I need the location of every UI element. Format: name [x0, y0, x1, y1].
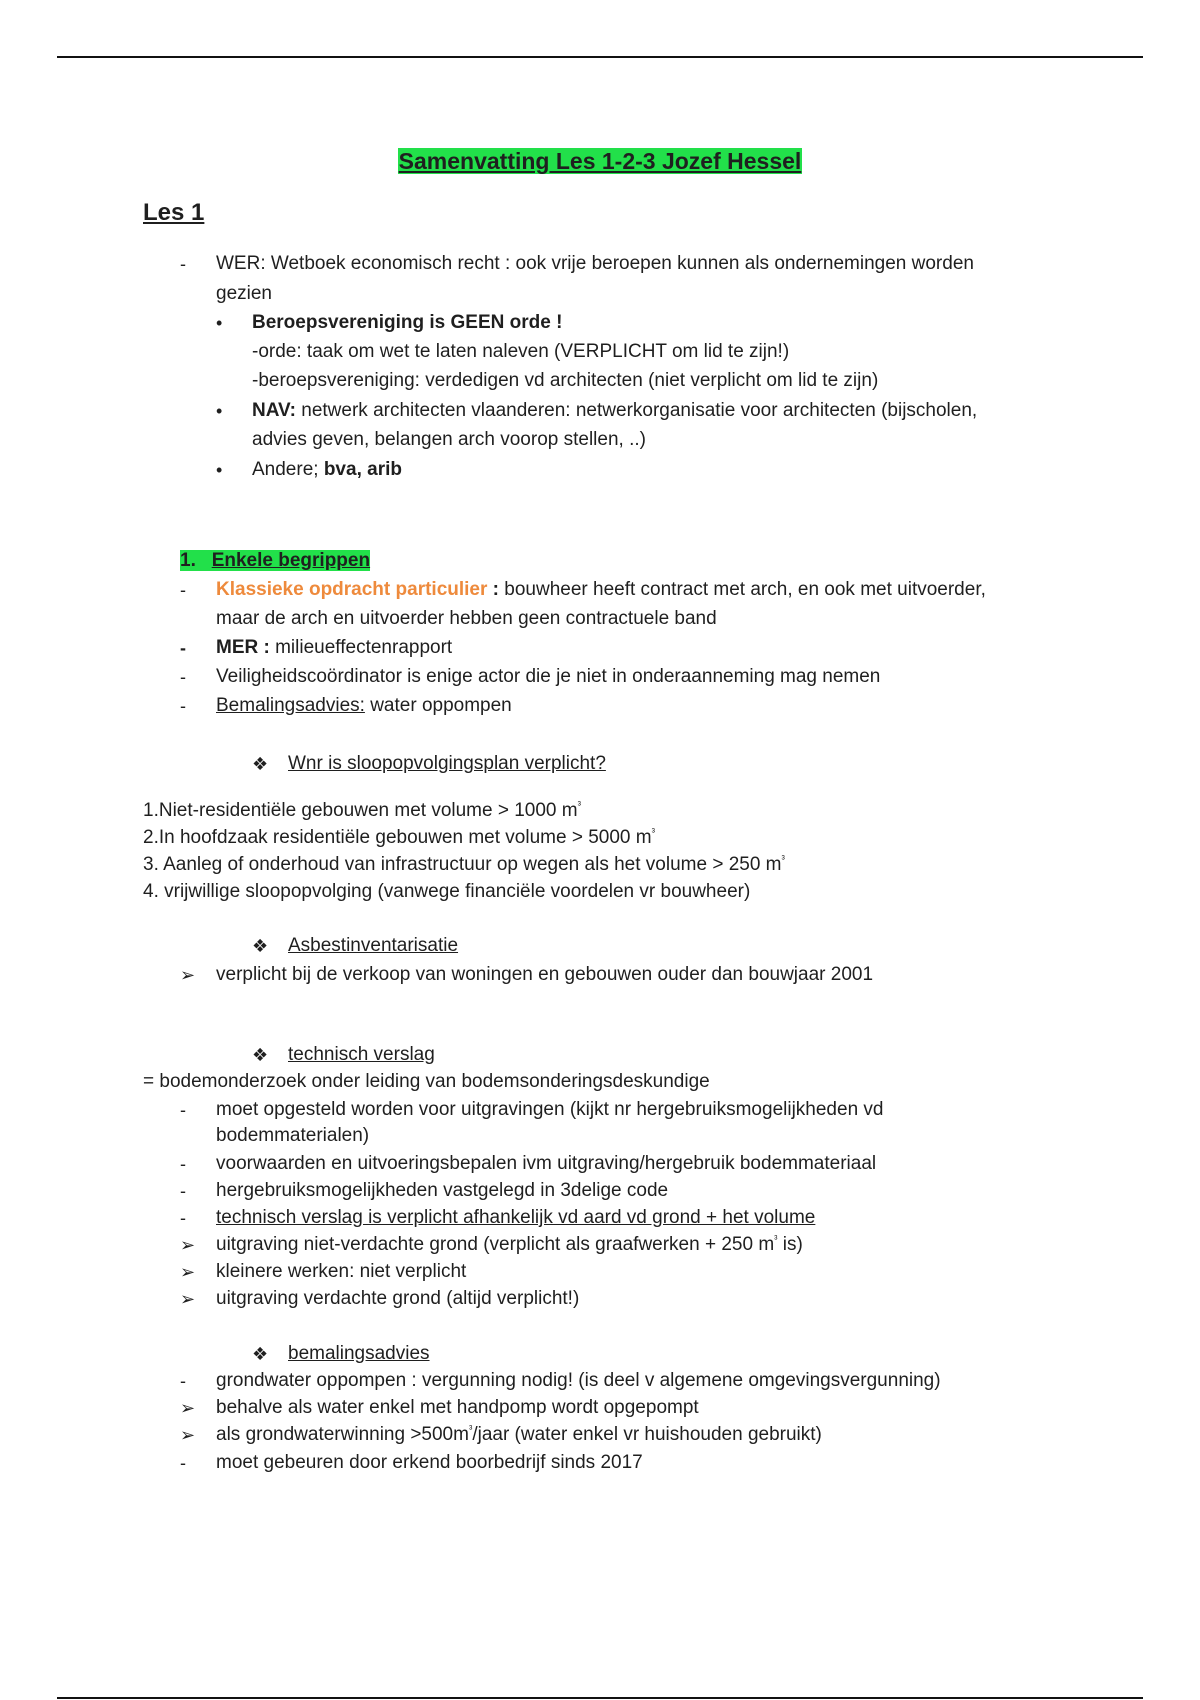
nav-line-2: advies geven, belangen arch voorop stellen, ..)	[252, 429, 646, 450]
asbest-heading: Asbestinventarisatie	[288, 935, 459, 956]
sloop-item-1: 1.Niet-residentiële gebouwen met volume > 1000 $m^{^3}$	[143, 800, 581, 821]
sloop-item-2: 2.In hoofdzaak residentiële gebouwen met volume > 5000 $m^{^3}$	[143, 827, 655, 848]
veiligheid-line: Veiligheidscoördinator is enige actor die je niet in onderaanneming mag nemen	[216, 666, 881, 687]
sloop-item-3: 3. Aanleg of onderhoud van infrastructuur op wegen als het volume > 250 $m^{^3}$	[143, 854, 785, 875]
dash-marker: -	[180, 1371, 186, 1391]
bemaling-line: Bemalingsadvies: water oppompen	[216, 695, 512, 716]
bemaling-item-4: moet gebeuren door erkend boorbedrijf sinds 2017	[216, 1452, 643, 1473]
bullet-marker: •	[216, 460, 223, 480]
klassiek-line-1: Klassieke opdracht particulier : bouwheer heeft contract met arch, en ook met uitvoerder,	[216, 579, 986, 600]
sloop-item-4: 4. vrijwillige sloopopvolging (vanwege financiële voordelen vr bouwheer)	[143, 881, 751, 902]
bemaling-item-1: grondwater oppompen : vergunning nodig! (is deel v algemene omgevingsvergunning)	[216, 1370, 941, 1391]
technisch-item-3: hergebruiksmogelijkheden vastgelegd in 3delige code	[216, 1180, 669, 1201]
top-rule	[57, 56, 1143, 58]
arrow-icon: ➢	[180, 1289, 196, 1309]
wer-line-2: gezien	[216, 283, 272, 304]
dash-marker: -	[180, 667, 186, 687]
bemaling-heading: bemalingsadvies	[288, 1343, 430, 1364]
section-heading: 1. Enkele begrippen	[180, 550, 371, 571]
page-title: Samenvatting Les 1-2-3 Jozef Hessel	[398, 148, 802, 174]
arrow-icon: ➢	[180, 1398, 196, 1418]
wer-line-1: WER: Wetboek economisch recht : ook vrije beroepen kunnen als ondernemingen worden	[216, 253, 974, 274]
bemaling-item-3: als grondwaterwinning $>500m^{^3}$/jaar (water enkel vr huishouden gebruikt)	[216, 1424, 822, 1445]
les1-heading: Les 1	[143, 199, 205, 226]
dash-marker: -	[180, 1181, 186, 1201]
technisch-heading: technisch verslag	[288, 1044, 435, 1065]
beroepsvereniging-definition: -beroepsvereniging: verdedigen vd architecten (niet verplicht om lid te zijn)	[252, 370, 879, 391]
arrow-icon: ➢	[180, 1235, 196, 1255]
bemaling-item-2: behalve als water enkel met handpomp wordt opgepompt	[216, 1397, 699, 1418]
nav-line-1: NAV: netwerk architecten vlaanderen: netwerkorganisatie voor architecten (bijscholen,	[252, 400, 978, 421]
technisch-item-6: kleinere werken: niet verplicht	[216, 1261, 467, 1282]
dash-marker: -	[180, 1154, 186, 1174]
sloop-heading: Wnr is sloopopvolgingsplan verplicht?	[288, 753, 606, 774]
arrow-icon: ➢	[180, 1425, 196, 1445]
orde-line: -orde: taak om wet te laten naleven (VERPLICHT om lid te zijn!)	[252, 341, 790, 362]
diamond-icon: ❖	[252, 1344, 269, 1364]
technisch-item-5: uitgraving niet-verdachte grond (verplicht als graafwerken + 250 $m^{^3}$ is)	[216, 1234, 803, 1255]
diamond-icon: ❖	[252, 754, 269, 774]
technisch-definition: = bodemonderzoek onder leiding van bodemsonderingsdeskundige	[143, 1071, 710, 1092]
bullet-marker: •	[216, 401, 223, 421]
beroepsvereniging-line: Beroepsvereniging is GEEN orde !	[252, 312, 563, 333]
dash-marker: -	[180, 254, 186, 274]
dash-marker: -	[180, 1453, 186, 1473]
technisch-item-2: voorwaarden en uitvoeringsbepalen ivm uitgraving/hergebruik bodemmateriaal	[216, 1153, 877, 1174]
technisch-item-1-line-2: bodemmaterialen)	[216, 1125, 370, 1146]
diamond-icon: ❖	[252, 1045, 269, 1065]
klassiek-line-2: maar de arch en uitvoerder hebben geen contractuele band	[216, 608, 717, 629]
technisch-item-4: technisch verslag is verplicht afhankelijk vd aard vd grond + het volume	[216, 1207, 816, 1228]
dash-marker: -	[180, 696, 186, 716]
mer-line: MER : milieueffectenrapport	[216, 637, 453, 658]
dash-marker: -	[180, 1100, 186, 1120]
arrow-icon: ➢	[180, 965, 196, 985]
dash-marker: -	[180, 1208, 186, 1228]
bottom-rule	[57, 1697, 1143, 1699]
bullet-marker: •	[216, 313, 223, 333]
dash-marker: -	[180, 580, 186, 600]
technisch-item-7: uitgraving verdachte grond (altijd verplicht!)	[216, 1288, 580, 1309]
technisch-item-1-line-1: moet opgesteld worden voor uitgravingen (kijkt nr hergebruiksmogelijkheden vd	[216, 1099, 884, 1120]
diamond-icon: ❖	[252, 936, 269, 956]
andere-line: Andere; bva, arib	[252, 459, 402, 480]
asbest-item-1: verplicht bij de verkoop van woningen en gebouwen ouder dan bouwjaar 2001	[216, 964, 874, 985]
dash-marker: -	[180, 638, 186, 658]
arrow-icon: ➢	[180, 1262, 196, 1282]
